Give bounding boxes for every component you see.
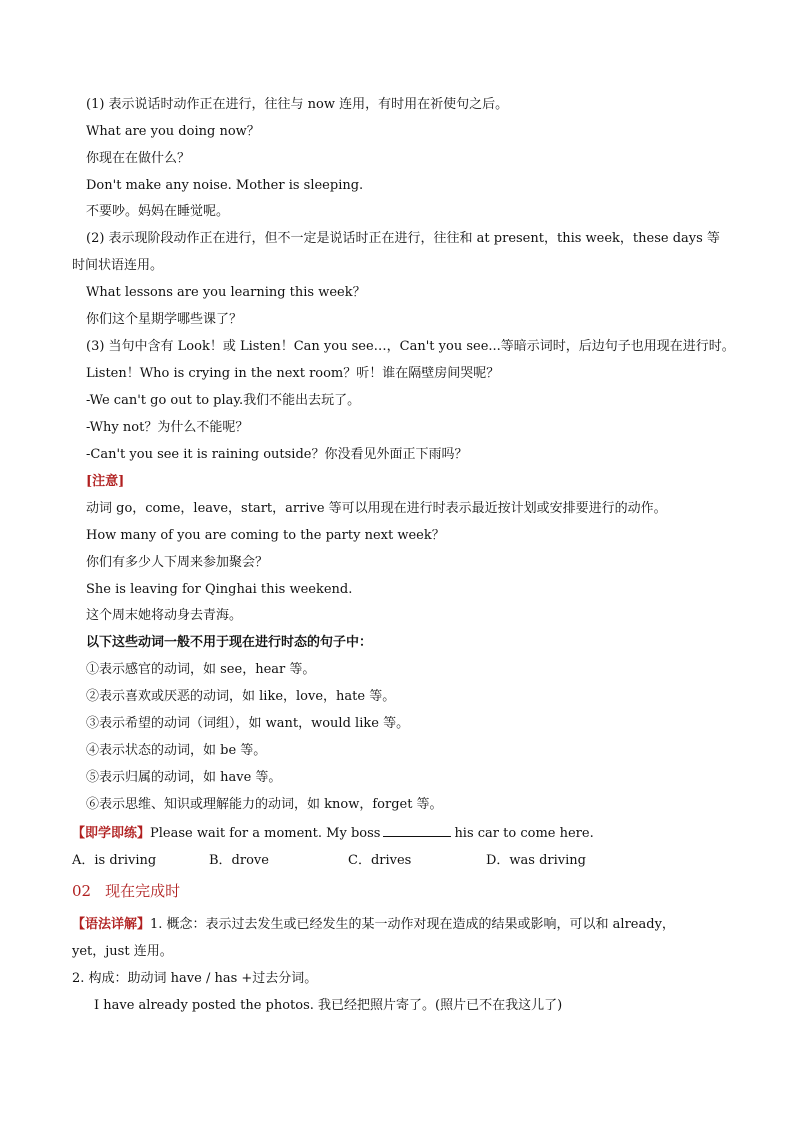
exercise-stem-before: Please wait for a moment. My boss bbox=[150, 826, 381, 841]
exception-heading: 以下这些动词一般不用于现在进行时态的句子中： bbox=[86, 635, 373, 650]
grammar-example: I have already posted the photos. 我已经把照片寄了。(照片已不在我这儿了) bbox=[94, 998, 563, 1013]
dialogue-line: -Why not？为什么不能呢？ bbox=[86, 420, 249, 435]
note-text: 动词 go，come，leave，start，arrive 等可以用现在进行时表示最近按计划或安排要进行的动作。 bbox=[86, 501, 667, 516]
answer-blank[interactable] bbox=[383, 824, 451, 837]
section-title: 现在完成时 bbox=[105, 882, 181, 900]
rule-2-text: (2) 表示现阶段动作正在进行，但不一定是说话时正在进行，往往和 at present，this week，these days 等 bbox=[86, 231, 720, 246]
option-c[interactable]: C．drives bbox=[348, 853, 412, 868]
exception-item: ③表示希望的动词（词组），如 want，would like 等。 bbox=[86, 716, 410, 731]
grammar-structure: 2. 构成：助动词 have / has +过去分词。 bbox=[72, 971, 318, 986]
rule-1-text: (1) 表示说话时动作正在进行，往往与 now 连用，有时用在祈使句之后。 bbox=[86, 97, 509, 112]
option-d[interactable]: D．was driving bbox=[486, 853, 586, 868]
exercise-question bbox=[72, 824, 594, 843]
example-sentence: Don't make any noise. Mother is sleeping. bbox=[86, 178, 364, 193]
example-sentence: What are you doing now？ bbox=[86, 124, 260, 139]
exercise-stem-after: his car to come here. bbox=[454, 826, 594, 841]
example-sentence: How many of you are coming to the party next week？ bbox=[86, 528, 445, 543]
grammar-concept-text: 1. 概念：表示过去发生或已经发生的某一动作对现在造成的结果或影响，可以和 already， bbox=[150, 917, 675, 932]
example-translation: 这个周末她将动身去青海。 bbox=[86, 608, 243, 623]
section-number: 02 bbox=[72, 882, 92, 900]
dialogue-line: -We can't go out to play.我们不能出去玩了。 bbox=[86, 393, 361, 408]
option-b[interactable]: B．drove bbox=[209, 853, 269, 868]
exercise-tag: 【即学即练】 bbox=[72, 826, 151, 841]
exception-item: ⑤表示归属的动词，如 have 等。 bbox=[86, 770, 282, 785]
example-sentence: She is leaving for Qinghai this weekend. bbox=[86, 582, 353, 597]
section-heading bbox=[72, 881, 180, 901]
example-sentence: What lessons are you learning this week？ bbox=[86, 285, 366, 300]
rule-2-text-continued: 时间状语连用。 bbox=[72, 258, 164, 273]
grammar-concept bbox=[72, 916, 675, 934]
rule-3-text: (3) 当句中含有 Look！或 Listen！Can you see…，Can't you see...等暗示词时，后边句子也用现在进行时。 bbox=[86, 339, 735, 354]
example-translation: 你现在在做什么？ bbox=[86, 151, 191, 166]
grammar-tag: 【语法详解】 bbox=[72, 917, 151, 932]
example-translation: 你们这个星期学哪些课了？ bbox=[86, 312, 243, 327]
dialogue-line: -Can't you see it is raining outside？你没看见外面正下雨吗？ bbox=[86, 447, 468, 462]
exception-item: ②表示喜欢或厌恶的动词，如 like，love，hate 等。 bbox=[86, 689, 396, 704]
exception-item: ④表示状态的动词，如 be 等。 bbox=[86, 743, 267, 758]
example-translation: 不要吵。妈妈在睡觉呢。 bbox=[86, 204, 230, 219]
example-translation: 你们有多少人下周来参加聚会？ bbox=[86, 555, 269, 570]
option-a[interactable]: A．is driving bbox=[72, 853, 157, 868]
grammar-concept-continued: yet，just 连用。 bbox=[72, 944, 173, 959]
note-label: [注意] bbox=[86, 474, 125, 489]
exception-item: ①表示感官的动词，如 see，hear 等。 bbox=[86, 662, 316, 677]
exception-item: ⑥表示思维、知识或理解能力的动词，如 know，forget 等。 bbox=[86, 797, 443, 812]
example-sentence: Listen！Who is crying in the next room？听！谁在隔壁房间哭呢？ bbox=[86, 366, 500, 381]
